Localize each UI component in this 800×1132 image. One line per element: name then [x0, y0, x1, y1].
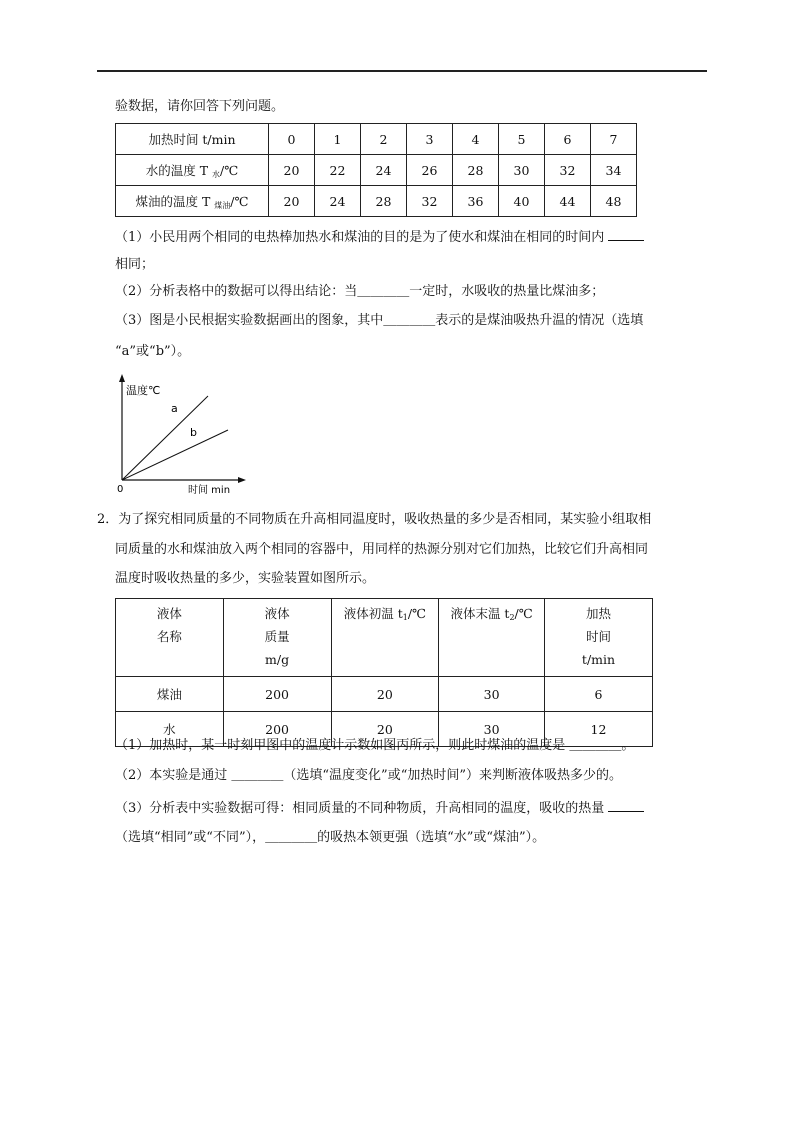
origin-label: 0	[117, 484, 124, 495]
header-subscript: 2	[509, 613, 515, 622]
table-cell: 24	[361, 155, 407, 186]
q2-item3-text: （3）分析表中实验数据可得：相同质量的不同种物质，升高相同的温度，吸收的热量	[115, 801, 605, 816]
table-cell: 28	[361, 186, 407, 217]
header-text: 液体	[156, 606, 182, 621]
table-cell: 5	[499, 124, 545, 155]
header-rule	[97, 70, 707, 72]
q2-item3-line1	[115, 799, 644, 818]
header-subscript: 1	[402, 613, 408, 622]
line-a-label: a	[171, 402, 178, 415]
temperature-time-graph	[112, 372, 252, 496]
table-cell: 200	[223, 712, 331, 747]
table-cell: 48	[591, 186, 637, 217]
label-text: 煤油的温度 T	[135, 193, 215, 209]
intro-tail: 验数据，请你回答下列问题。	[115, 99, 285, 114]
y-axis-arrow	[119, 374, 125, 382]
q1-item3-line1: （3）图是小民根据实验数据画出的图象，其中＿＿＿＿表示的是煤油吸热升温的情况（选填	[115, 313, 644, 328]
q1-item1-line1	[115, 228, 644, 247]
header-text: 加热	[585, 606, 611, 621]
data-table-1	[115, 123, 637, 217]
table-cell: 36	[453, 186, 499, 217]
table-cell: 1	[315, 124, 361, 155]
label-unit: /℃	[230, 193, 249, 209]
q2-intro-line1: 2．为了探究相同质量的不同物质在升高相同温度时，吸收热量的多少是否相同，某实验小组取相	[97, 512, 652, 527]
table-cell: 30	[499, 155, 545, 186]
q2-item2: （2）本实验是通过 ＿＿＿＿（选填“温度变化”或“加热时间”）来判断液体吸热多少的。	[115, 768, 622, 783]
table-cell: 12	[544, 712, 652, 747]
label-subscript: 煤油	[214, 200, 231, 210]
line-b	[122, 430, 228, 480]
q1-item3-line2: “a”或“b”）。	[115, 344, 191, 359]
row-label: 加热时间 t/min	[116, 124, 269, 155]
header-unit: /℃	[514, 606, 533, 621]
table-cell: 7	[591, 124, 637, 155]
header-heating-time	[544, 599, 652, 677]
header-final-temp	[439, 599, 545, 677]
header-text: 液体初温 t	[343, 606, 403, 621]
table-cell: 20	[331, 712, 439, 747]
header-text: 液体末温 t	[450, 606, 510, 621]
row-label	[116, 155, 269, 186]
q1-item2: （2）分析表格中的数据可以得出结论：当＿＿＿＿一定时，水吸收的热量比煤油多；	[115, 284, 605, 299]
q1-item1-text: （1）小民用两个相同的电热棒加热水和煤油的目的是为了使水和煤油在相同的时间内	[115, 230, 605, 245]
q2-intro-line3: 温度时吸收热量的多少，实验装置如图所示。	[115, 571, 376, 586]
x-axis-label: 时间 min	[188, 485, 231, 496]
table-cell: 30	[439, 712, 545, 747]
table-cell: 22	[315, 155, 361, 186]
header-initial-temp	[331, 599, 439, 677]
row-label	[116, 186, 269, 217]
table-cell: 32	[407, 186, 453, 217]
table-cell: 2	[361, 124, 407, 155]
table-cell: 3	[407, 124, 453, 155]
table-row	[116, 677, 653, 712]
answer-blank[interactable]	[608, 228, 644, 241]
table-row	[116, 124, 637, 155]
header-unit: t/min	[581, 652, 616, 667]
table-cell: 6	[545, 124, 591, 155]
header-liquid-name	[116, 599, 224, 677]
table-cell: 6	[544, 677, 652, 712]
q2-intro-line2: 同质量的水和煤油放入两个相同的容器中，用同样的热源分别对它们加热，比较它们升高相同	[115, 542, 649, 557]
table-cell: 30	[439, 677, 545, 712]
table-cell: 32	[545, 155, 591, 186]
table-cell: 20	[269, 155, 315, 186]
header-text: 液体	[264, 606, 290, 621]
answer-blank[interactable]	[608, 799, 644, 812]
header-text: 时间	[585, 629, 611, 644]
table-cell: 4	[453, 124, 499, 155]
y-axis-label: 温度℃	[126, 384, 161, 397]
table-cell: 200	[223, 677, 331, 712]
table-cell: 0	[269, 124, 315, 155]
table-cell: 44	[545, 186, 591, 217]
header-liquid-mass	[223, 599, 331, 677]
label-text: 水的温度 T	[145, 162, 213, 178]
table-cell: 水	[116, 712, 224, 747]
table-row	[116, 186, 637, 217]
q1-item1-line2: 相同；	[115, 257, 155, 272]
label-subscript: 水	[212, 169, 221, 179]
table-header-row	[116, 599, 653, 677]
data-table-2	[115, 598, 653, 747]
table-cell: 26	[407, 155, 453, 186]
header-text: 名称	[156, 629, 182, 644]
table-cell: 24	[315, 186, 361, 217]
x-axis-arrow	[238, 477, 246, 483]
table-row	[116, 155, 637, 186]
table-cell: 28	[453, 155, 499, 186]
q2-item1: （1）加热时，某一时刻甲图中的温度计示数如图丙所示，则此时煤油的温度是 ＿＿＿＿。	[115, 738, 635, 753]
header-unit: m/g	[265, 652, 290, 667]
table-cell: 34	[591, 155, 637, 186]
table-cell: 煤油	[116, 677, 224, 712]
q2-item3-line2: （选填“相同”或“不同”），＿＿＿＿的吸热本领更强（选填“水”或“煤油”）。	[115, 830, 546, 845]
line-b-label: b	[190, 426, 197, 439]
table-cell: 20	[269, 186, 315, 217]
header-text: 质量	[264, 629, 290, 644]
header-unit: /℃	[407, 606, 427, 621]
table-cell: 20	[331, 677, 439, 712]
label-unit: /℃	[220, 162, 239, 178]
table-cell: 40	[499, 186, 545, 217]
